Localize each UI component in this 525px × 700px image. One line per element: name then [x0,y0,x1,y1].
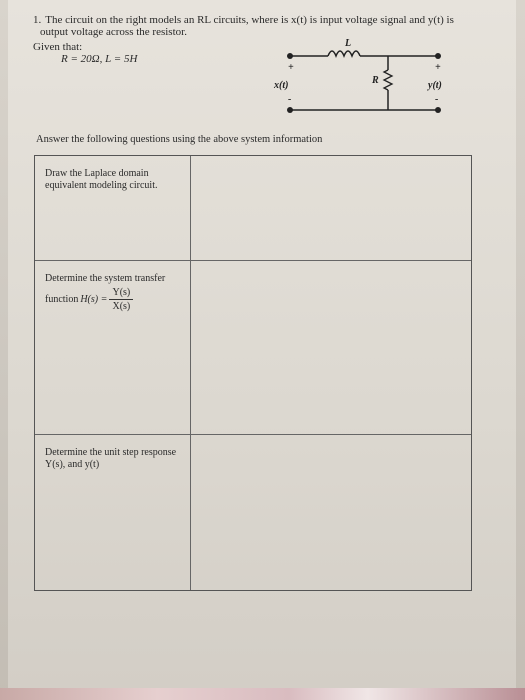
formula-function: H(s) = [80,293,108,305]
table-row [35,435,471,590]
background-surface [0,688,525,700]
prompt-cell [35,156,191,260]
inductor-label: L [345,38,352,49]
output-minus-sign: - [435,94,439,105]
input-minus-sign: - [288,94,292,105]
table-row [35,261,471,435]
fraction-numerator: Y(s) [112,287,131,298]
transfer-function-formula [45,287,185,312]
prompt-cell [35,261,191,434]
question-number: 1. [33,14,42,26]
prompt-cell [35,435,191,590]
question-line-1: The circuit on the right models an RL circuits, where is x(t) is input voltage signal and y(t) is [45,14,454,26]
input-plus-sign: + [288,62,294,73]
resistor-zigzag [384,70,392,90]
rl-circuit-diagram [268,38,458,118]
instruction-text: Answer the following questions using the above system information [36,134,323,145]
prompt-laplace-circuit: Draw the Laplace domain equivalent modeling circuit. [45,168,158,191]
question-text [33,14,503,38]
output-top-terminal [435,53,441,59]
prompt-step-response: Determine the unit step response Y(s), and y(t) [45,447,177,470]
prompt-transfer-function-label: Determine the system transfer [45,273,166,284]
question-line-2: output voltage across the resistor. [40,26,187,38]
resistor-label: R [372,75,379,86]
given-label: Given that: [33,41,83,53]
transfer-fraction [109,287,133,312]
fraction-bar [109,299,133,300]
output-bottom-terminal [435,107,441,113]
inductor-coil [328,51,360,56]
formula-prefix: function [45,293,79,305]
prompt-transfer-function [45,273,185,312]
worksheet-page [8,0,516,690]
input-label: x(t) [274,80,289,91]
table-row [35,156,471,261]
output-plus-sign: + [435,62,441,73]
answer-table [34,155,472,591]
output-label: y(t) [428,80,442,91]
given-parameters: R = 20Ω, L = 5H [61,53,138,65]
fraction-denominator: X(s) [112,301,131,312]
